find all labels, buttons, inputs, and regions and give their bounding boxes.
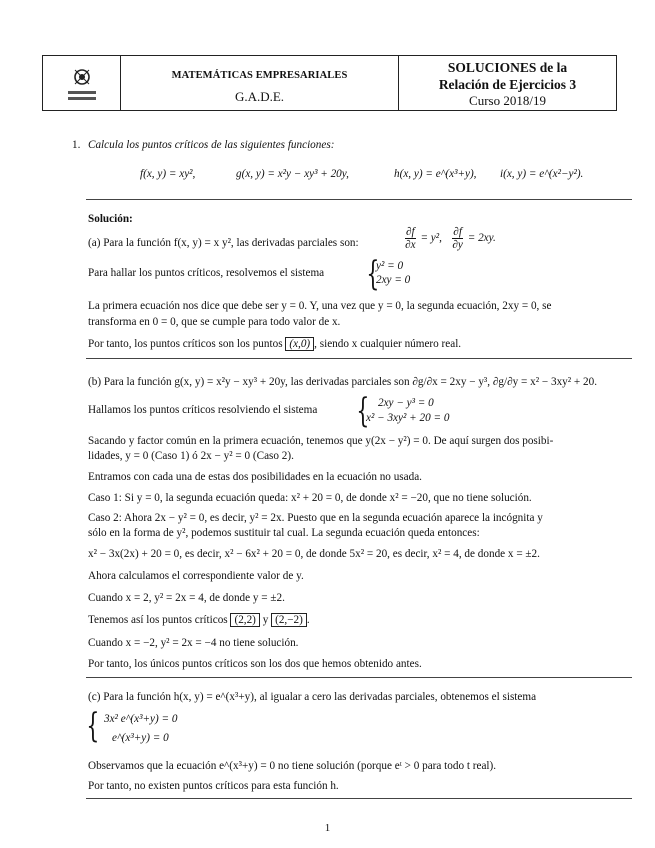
part-b-line-3: Sacando y factor común en la primera ecuación, tenemos que y(2x − y²) = 0. De aquí surgen dos posibi- — [88, 435, 554, 447]
title-line-2: Relación de Ejercicios 3 — [438, 77, 577, 92]
part-c-line-2: Observamos que la ecuación e^(x³+y) = 0 no tiene solución (porque eᵗ > 0 para todo t real). — [88, 760, 497, 772]
part-b-line-2: Hallamos los puntos críticos resolviendo el sistema — [88, 404, 318, 416]
page-number: 1 — [324, 822, 331, 834]
divider — [86, 677, 632, 678]
part-c-line-1: (c) Para la función h(x, y) = e^(x³+y), al igualar a cero las derivadas parciales, obtenemos el sistema — [88, 691, 537, 703]
partial-derivatives-a: $\frac{\partial f}{\partial x}$ = y², $\frac{\partial f}{\partial y}$ = 2xy. — [405, 226, 496, 251]
title-cell — [399, 56, 616, 110]
critical-point-a: (x,0) — [285, 337, 314, 351]
part-b-points-label: Tenemos así los puntos críticos — [88, 614, 228, 626]
degree-name: G.A.D.E. — [234, 89, 285, 104]
system-a-eq-2: 2xy = 0 — [376, 274, 411, 286]
course-name: MATEMÁTICAS EMPRESARIALES — [171, 70, 348, 81]
critical-point-b-2: (2,−2) — [271, 613, 307, 627]
document-title — [399, 59, 616, 93]
academic-year: Curso 2018/19 — [469, 93, 546, 108]
function-h: h(x, y) = e^(x³+y), — [394, 168, 477, 180]
solution-label: Solución: — [88, 213, 133, 225]
system-c-eq-1: 3x² e^(x³+y) = 0 — [104, 713, 178, 725]
system-b-eq-1: 2xy − y³ = 0 — [378, 397, 434, 409]
system-c-eq-2: e^(x³+y) = 0 — [112, 732, 169, 744]
part-a-conclusion-end: , siendo x cualquier número real. — [314, 338, 462, 350]
function-g: g(x, y) = x²y − xy³ + 20y, — [236, 168, 349, 180]
part-b-line-9: x² − 3x(2x) + 20 = 0, es decir, x² − 6x² + 20 = 0, de donde 5x² = 20, es decir, x² = 4, de donde x = ±2. — [88, 548, 540, 560]
part-b-line-7: Caso 2: Ahora 2x − y² = 0, es decir, y² = 2x. Puesto que en la segunda ecuación aparece la incógnita y — [88, 512, 543, 524]
exercise-statement: Calcula los puntos críticos de las siguientes funciones: — [88, 139, 335, 151]
function-i: i(x, y) = e^(x²−y²). — [500, 168, 584, 180]
exercise-number: 1. — [72, 139, 81, 151]
system-brace: { — [356, 391, 370, 431]
part-b-line-13: Cuando x = −2, y² = 2x = −4 no tiene solución. — [88, 637, 299, 649]
part-b-line-10: Ahora calculamos el correspondiente valor de y. — [88, 570, 304, 582]
header-box — [42, 55, 617, 111]
system-brace: { — [366, 254, 380, 294]
part-b-line-8: sólo en la forma de y², podemos sustituir tal cual. La segunda ecuación queda entonces: — [88, 527, 480, 539]
part-b-line-12: Tenemos así los puntos críticos (2,2) y (2,−2) . — [88, 614, 310, 626]
part-a-line-5 — [88, 337, 461, 351]
system-brace: { — [86, 706, 100, 746]
conjunction: y — [262, 614, 269, 626]
part-b-line-1: (b) Para la función g(x, y) = x²y − xy³ + 20y, las derivadas parciales son ∂g/∂x = 2xy − y³, ∂g/∂y = x² − 3xy² + 20. — [88, 376, 598, 388]
part-c-line-3: Por tanto, no existen puntos críticos para esta función h. — [88, 780, 339, 792]
part-b-line-11: Cuando x = 2, y² = 2x = 4, de donde y = ±2. — [88, 592, 285, 604]
part-b-line-14: Por tanto, los únicos puntos críticos son los dos que hemos obtenido antes. — [88, 658, 422, 670]
part-b-line-4: lidades, y = 0 (Caso 1) ó 2x − y² = 0 (Caso 2). — [88, 450, 294, 462]
part-a-line-4: transforma en 0 = 0, que se cumple para todo valor de x. — [88, 316, 341, 328]
part-a-line-1: (a) Para la función f(x, y) = x y², las derivadas parciales son: — [88, 237, 359, 249]
part-b-line-6: Caso 1: Si y = 0, la segunda ecuación queda: x² + 20 = 0, de donde x² = −20, que no tiene solución. — [88, 492, 532, 504]
course-cell — [121, 56, 399, 110]
title-line-1: SOLUCIONES de la — [447, 60, 568, 75]
function-f: f(x, y) = xy², — [140, 168, 196, 180]
part-a-line-2: Para hallar los puntos críticos, resolvemos el sistema — [88, 267, 325, 279]
divider — [86, 798, 632, 799]
part-a-line-3: La primera ecuación nos dice que debe ser y = 0. Y, una vez que y = 0, la segunda ecuación, 2xy = 0, se — [88, 300, 552, 312]
part-a-conclusion: Por tanto, los puntos críticos son los puntos — [88, 338, 283, 350]
part-b-line-5: Entramos con cada una de estas dos posibilidades en la ecuación no usada. — [88, 471, 422, 483]
divider — [86, 199, 632, 200]
system-a-eq-1: y² = 0 — [376, 260, 404, 272]
system-b-eq-2: x² − 3xy² + 20 = 0 — [366, 412, 450, 424]
logo-cell — [43, 56, 121, 110]
critical-point-b-1: (2,2) — [230, 613, 259, 627]
university-logo — [65, 64, 99, 104]
divider — [86, 358, 632, 359]
